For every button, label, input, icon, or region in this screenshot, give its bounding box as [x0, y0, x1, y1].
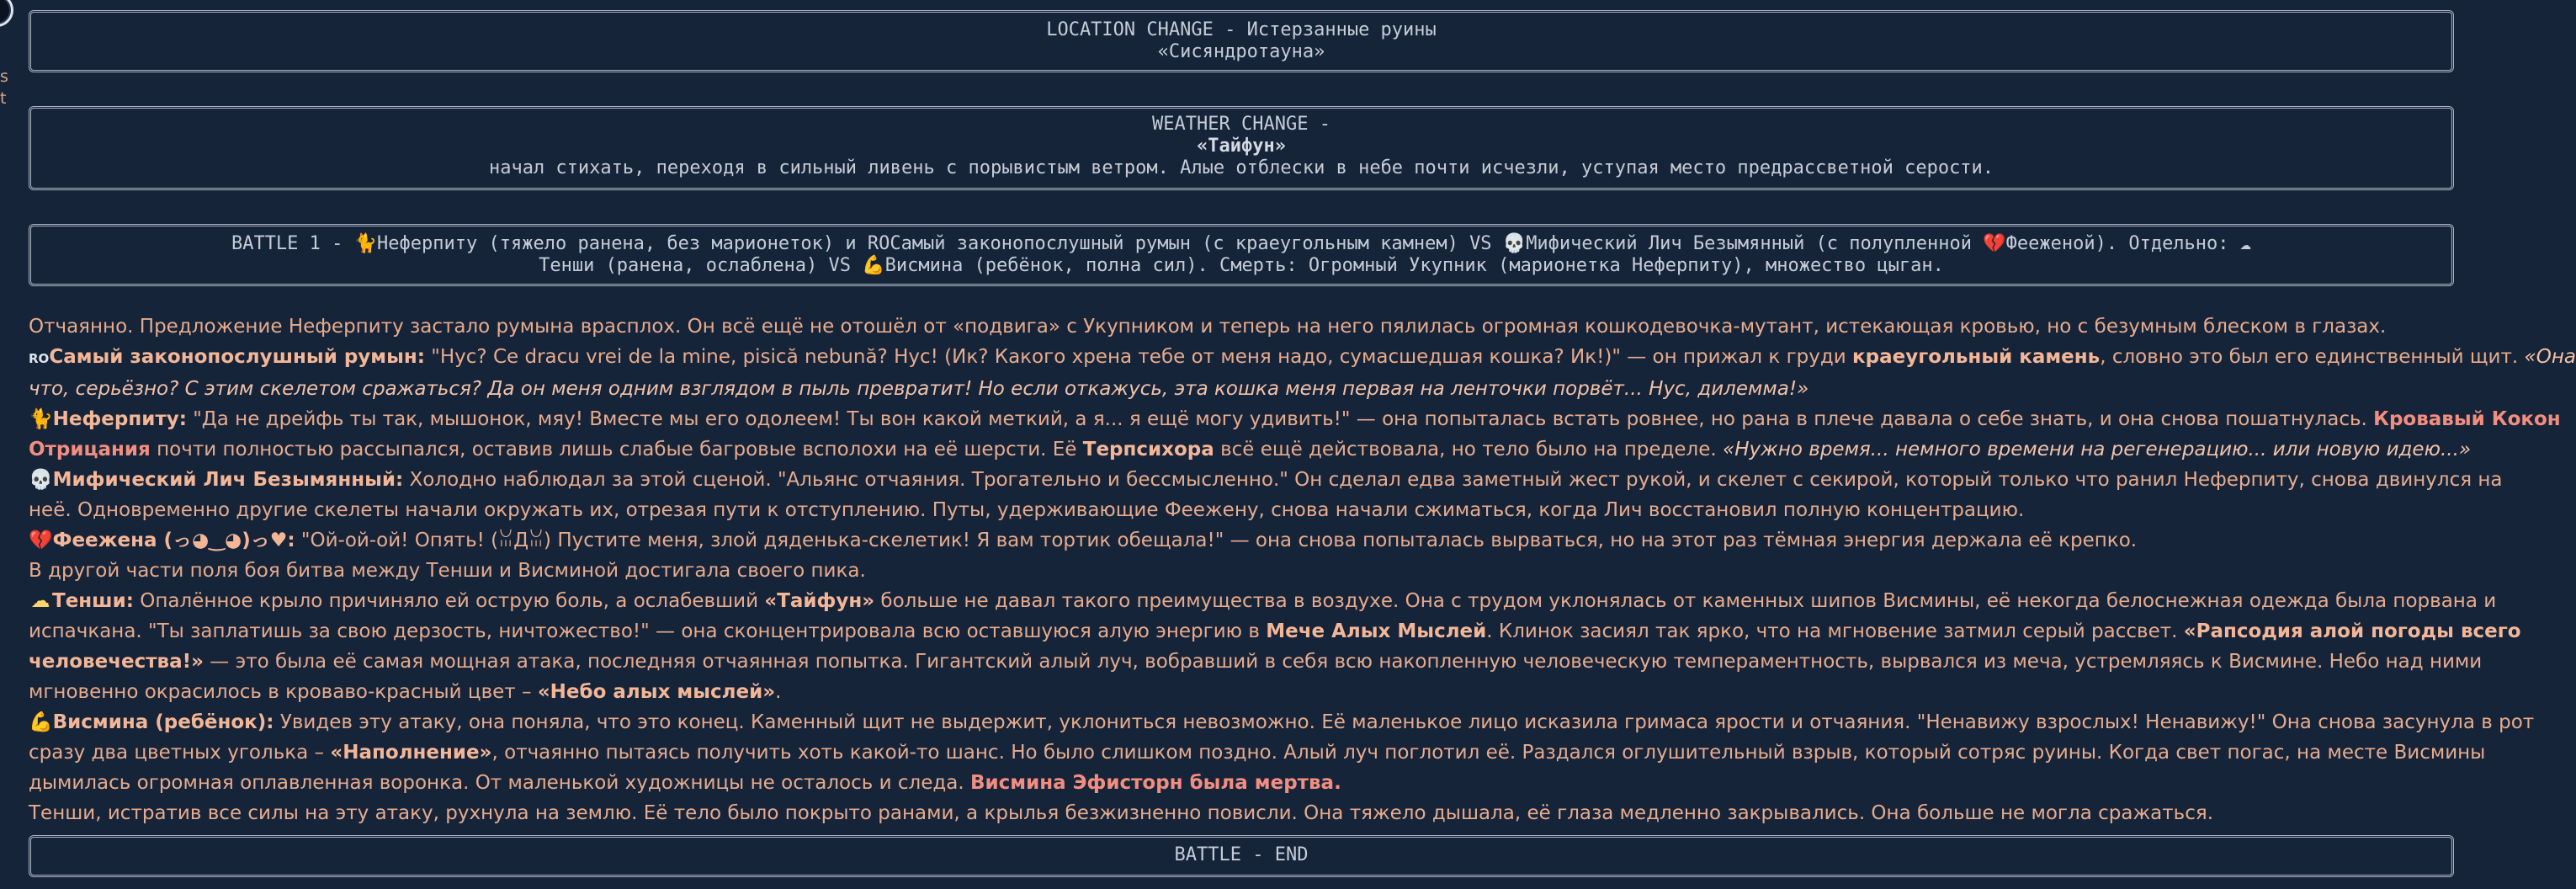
location-name: «Сисяндротауна» [1157, 41, 1325, 62]
inner-thought: что, серьёзно? С этим скелетом сражаться? Да он меня одним взглядом в пыль превратит! Но если откажусь, эта кошка меня первая на ленточки порвёт... Нус, дилемма!» [29, 378, 1809, 400]
speaker-name: Мифический Лич Безымянный: [52, 469, 404, 491]
skill-name: «Наполнение» [330, 742, 492, 764]
skill-name: человечества!» [29, 651, 204, 673]
story-paragraph [29, 737, 2486, 768]
story-paragraph [29, 465, 2503, 495]
weather-change-title: WEATHER CHANGE - [1152, 114, 1330, 135]
skill-name: «Рапсодия алой погоды всего [2183, 620, 2521, 642]
weather-change-box [29, 106, 2454, 190]
speaker-name: Тенши: [52, 590, 134, 612]
story-paragraph [29, 342, 2576, 374]
flexed-arm-icon: 💪 [29, 711, 53, 733]
story-text-run: мгновенно окрасилось в кроваво-красный цвет – [29, 681, 538, 703]
death-notice: Висмина Эфисторн была мертва. [970, 772, 1341, 794]
story-text-run: Опалённое крыло причиняло ей острую боль, а ослабевший [133, 590, 765, 612]
inner-thought: «Нужно время... немного времени на регенерацию... или новую идею...» [1723, 439, 2472, 460]
story-text-run: испачкана. "Ты заплатишь за свою дерзость, ничтожество!" — она сконцентрировала всю оставшуюся алую энергию в [29, 620, 1267, 642]
story-paragraph [29, 677, 2456, 707]
story-paragraph [29, 434, 2472, 465]
location-change-title: LOCATION CHANGE - Истерзанные руины [1046, 19, 1437, 40]
speaker-name: Самый законопослушный румын: [49, 346, 425, 368]
item-name: Мече Алых Мыслей [1266, 620, 1487, 642]
battle-participants-line: Тенши (ранена, ослаблена) VS 💪Висмина (ребёнок, полна сил). Смерть: Огромный Укупник (марионетка Неферпиту), множество цыган. [539, 255, 1944, 276]
story-text-run: "Да не дрейфь ты так, мышонок, мяу! Вместе мы его одолеем! Ты вон какой меткий, а я... я ещё могу удивить!" — она попыталась встать ровнее, но рана в плече давала о себе знать, и она снова пошатнулась. [186, 408, 2374, 430]
story-paragraph [29, 768, 2456, 798]
story-paragraph [29, 616, 2521, 647]
story-text-run: больше не давал такого преимущества в воздухе. Она с трудом уклонялась от каменных шипов Висмины, её некогда белоснежная одежда была порвана и [874, 590, 2497, 612]
gutter-fragment-text: t [0, 89, 7, 108]
battle-header-box [29, 224, 2454, 286]
skill-name: Кровавый Кокон [2373, 408, 2561, 430]
ro-badge: RO [29, 351, 50, 366]
story-paragraph [29, 647, 2483, 677]
story-paragraph: Тенши, истратив все силы на эту атаку, рухнула на землю. Её тело было покрыто ранами, а крылья безжизненно повисли. Она тяжело дышала, её глаза медленно закрывались. Она больше не могла сражаться. [29, 802, 2214, 824]
story-paragraph [29, 374, 2456, 404]
speaker-name: Неферпиту: [52, 408, 187, 430]
story-text-run: , словно это был его единственный щит. [2100, 346, 2525, 368]
story-paragraph [29, 525, 2456, 556]
story-text-run: "Ой-ой-ой! Опять! (ꈍДꈍ) Пустите меня, злой дяденька-скелетик! Я вам тортик обещала!" — она снова попыталась вырваться, но на этот раз тёмная энергия держала её крепко. [295, 530, 2138, 551]
battle-end-box [29, 835, 2454, 877]
skill-name: «Небо алых мыслей» [537, 681, 776, 703]
chat-message [29, 10, 2576, 877]
story-text-run: всё ещё действовала, но тело было на пределе. [1214, 439, 1724, 460]
story-text-run: , отчаянно пытаясь получить хоть какой-то шанс. Но было слишком поздно. Алый луч поглотил её. Раздался оглушительный взрыв, который сотряс руины. Когда свет погас, на месте Висмины [491, 742, 2486, 764]
story-paragraph: В другой части поля боя битва между Тенши и Висминой достигала своего пика. [29, 560, 866, 582]
story-text-run: дымилась огромная оплавленная воронка. От маленькой художницы не осталось и следа. [29, 772, 971, 794]
story-text [29, 311, 2576, 828]
story-paragraph [29, 586, 2497, 616]
cat-icon: 🐈 [29, 408, 53, 430]
battle-participants-line: BATTLE 1 - 🐈Неферпиту (тяжело ранена, без марионеток) и ROСамый законопослушный румын (с краеугольным камнем) VS 💀Мифический Лич Безымянный (с полупленной 💔Фееженой). Отдельно: ☁ [231, 233, 2252, 254]
avatar[interactable] [0, 0, 13, 27]
inner-thought: «Она [2524, 346, 2576, 368]
item-name: краеугольный камень [1852, 346, 2101, 368]
story-text-run: "Нус? Ce dracu vrei de la mine, pisică nebună? Нус! (Ик? Какого хрена тебе от меня надо, сумасшедшая кошка? Ик!)" — он прижал к груди [424, 346, 1853, 368]
story-text-run: сразу два цветных уголька – [29, 742, 331, 764]
cloud-icon: ☁ [30, 590, 50, 612]
left-gutter [0, 0, 12, 118]
skull-icon: 💀 [29, 469, 53, 491]
story-text-run: Холодно наблюдал за этой сценой. "Альянс отчаяния. Трогательно и бессмысленно." Он сделал едва заметный жест рукой, и скелет с секирой, который только что ранил Неферпиту, снова двинулся на [403, 469, 2503, 491]
story-text-run: . [775, 681, 782, 703]
story-text-run: . Клинок засиял так ярко, что на мгновение затмил серый рассвет. [1486, 620, 2184, 642]
speaker-name: Висмина (ребёнок): [52, 711, 274, 733]
story-paragraph [29, 707, 2535, 737]
weather-description: начал стихать, переходя в сильный ливень с порывистым ветром. Алые отблески в небе почти исчезли, уступая место предрассветной серости. [488, 157, 1994, 178]
weather-name: «Тайфун» [1197, 136, 1286, 157]
story-text-run: — это была её самая мощная атака, последняя отчаянная попытка. Гигантский алый луч, вобравший в себя всю накопленную человеческую темпераментность, вырвался из меча, устремляясь к Висмине. Небо над ними [203, 651, 2483, 673]
skill-name: Терпсихора [1082, 439, 1214, 460]
speaker-name: Феежена (っ◕‿◕)っ♥: [52, 530, 295, 551]
broken-heart-icon: 💔 [29, 530, 53, 551]
location-change-box [29, 10, 2454, 72]
weather-name: «Тайфун» [764, 590, 875, 612]
battle-end-label: BATTLE - END [1174, 844, 1309, 865]
story-text-run: почти полностью рассыпался, оставив лишь слабые багровые всполохи на её шерсти. Её [150, 439, 1083, 460]
story-paragraph: Отчаянно. Предложение Неферпиту застало румына врасплох. Он всё ещё не отошёл от «подвига» с Укупником и теперь на него пялилась огромная кошкодевочка-мутант, истекающая кровью, но с безумным блеском в глазах. [29, 316, 2387, 338]
skill-name: Отрицания [29, 439, 151, 460]
story-paragraph [29, 404, 2561, 434]
story-paragraph: неё. Одновременно другие скелеты начали окружать их, отрезая пути к отступлению. Путы, удерживающие Феежену, снова начали сжиматься, когда Лич восстановил полную концентрацию. [29, 499, 2025, 521]
gutter-fragment-text: s [0, 67, 8, 86]
story-text-run: Увидев эту атаку, она поняла, что это конец. Каменный щит не выдержит, уклониться невозможно. Её маленькое лицо исказила гримаса ярости и отчаяния. "Ненавижу взрослых! Ненавижу!" Она снова засунула в рот [274, 711, 2535, 733]
